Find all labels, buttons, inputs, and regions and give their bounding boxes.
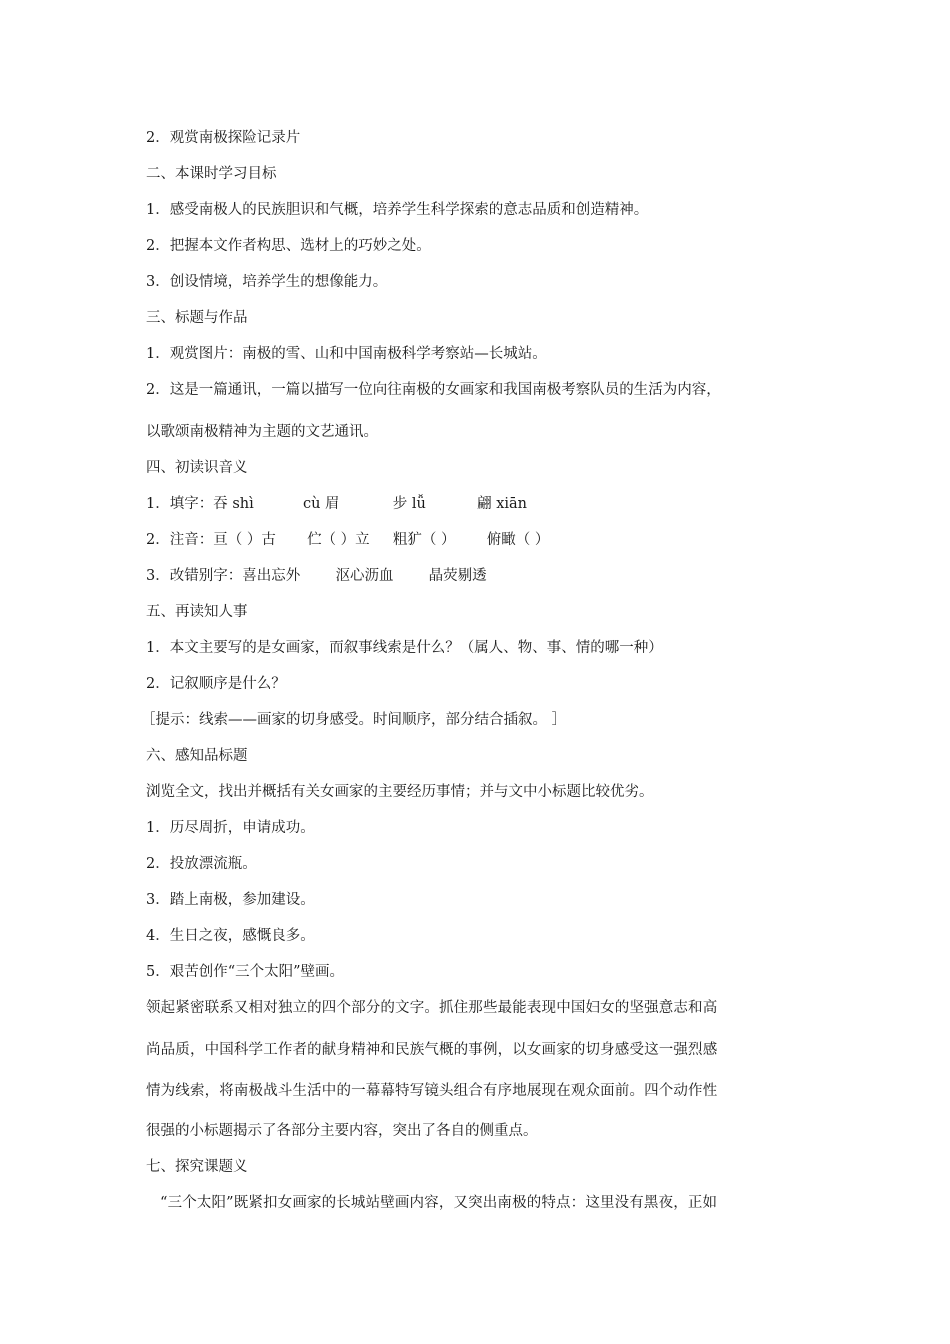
list-item: 2．观赏南极探险记录片 — [146, 130, 301, 146]
list-item: 1．历尽周折，申请成功。 — [146, 820, 315, 836]
list-item: 3．踏上南极，参加建设。 — [146, 892, 315, 908]
list-item: 2．把握本文作者构思、选材上的巧妙之处。 — [146, 238, 431, 254]
pinyin-row — [146, 530, 549, 550]
list-item: 1．感受南极人的民族胆识和气概，培养学生科学探索的意志品质和创造精神。 — [146, 202, 649, 218]
typo-item: 沤心沥血 — [335, 568, 394, 584]
typo-item: 晶荧剔透 — [428, 568, 487, 584]
list-item: 5．艰苦创作“三个太阳”壁画。 — [146, 964, 345, 980]
paragraph-line: “三个太阳”既紧扣女画家的长城站壁画内容，又突出南极的特点：这里没有黑夜，正如 — [160, 1195, 718, 1211]
list-item: 2．记叙顺序是什么？ — [146, 676, 286, 692]
section-heading: 七、探究课题义 — [146, 1159, 248, 1175]
typo-item: 3．改错别字：喜出忘外 — [146, 568, 301, 584]
list-item: 3．创设情境，培养学生的想像能力。 — [146, 274, 388, 290]
list-item: 1．本文主要写的是女画家，而叙事线索是什么？（属人、物、事、情的哪一种） — [146, 640, 663, 656]
list-item: 4．生日之夜，感慨良多。 — [146, 928, 315, 944]
paragraph-line: 情为线索，将南极战斗生活中的一幕幕特写镜头组合有序地展现在观众面前。四个动作性 — [146, 1083, 718, 1099]
pinyin-item: 2．注音：亘（ ）古 — [146, 532, 276, 548]
typo-row — [146, 566, 487, 586]
pinyin-item: 粗犷（ ） — [392, 532, 456, 548]
section-heading: 二、本课时学习目标 — [146, 166, 277, 182]
fill-in-row — [146, 494, 527, 514]
section-heading: 四、初读识音义 — [146, 460, 248, 476]
list-item: 2．这是一篇通讯，一篇以描写一位向往南极的女画家和我国南极考察队员的生活为内容， — [146, 382, 721, 398]
paragraph-line: 浏览全文，找出并概括有关女画家的主要经历事情；并与文中小标题比较优劣。 — [146, 784, 654, 800]
paragraph-line: 很强的小标题揭示了各部分主要内容，突出了各自的侧重点。 — [146, 1123, 538, 1139]
hint-note: ［提示：线索——画家的切身感受。时间顺序，部分结合插叙。 ］ — [141, 712, 567, 728]
paragraph-line: 领起紧密联系又相对独立的四个部分的文字。抓住那些最能表现中国妇女的坚强意志和高 — [146, 1000, 718, 1016]
fill-item: 翩 xiān — [477, 496, 528, 512]
fill-item: cù 眉 — [302, 496, 340, 512]
list-item: 1．观赏图片：南极的雪、山和中国南极科学考察站—长城站。 — [146, 346, 547, 362]
list-item: 2．投放漂流瓶。 — [146, 856, 257, 872]
pinyin-item: 俯瞰（ ） — [486, 532, 550, 548]
fill-item: 步 lǚ — [392, 496, 426, 512]
paragraph-line: 尚品质，中国科学工作者的献身精神和民族气概的事例，以女画家的切身感受这一强烈感 — [146, 1042, 718, 1058]
section-heading: 三、标题与作品 — [146, 310, 248, 326]
paragraph-line: 以歌颂南极精神为主题的文艺通讯。 — [146, 424, 378, 440]
fill-item: 1．填字：吞 shì — [146, 496, 254, 512]
section-heading: 五、再读知人事 — [146, 604, 248, 620]
section-heading: 六、感知品标题 — [146, 748, 248, 764]
pinyin-item: 伫（ ）立 — [307, 532, 370, 548]
